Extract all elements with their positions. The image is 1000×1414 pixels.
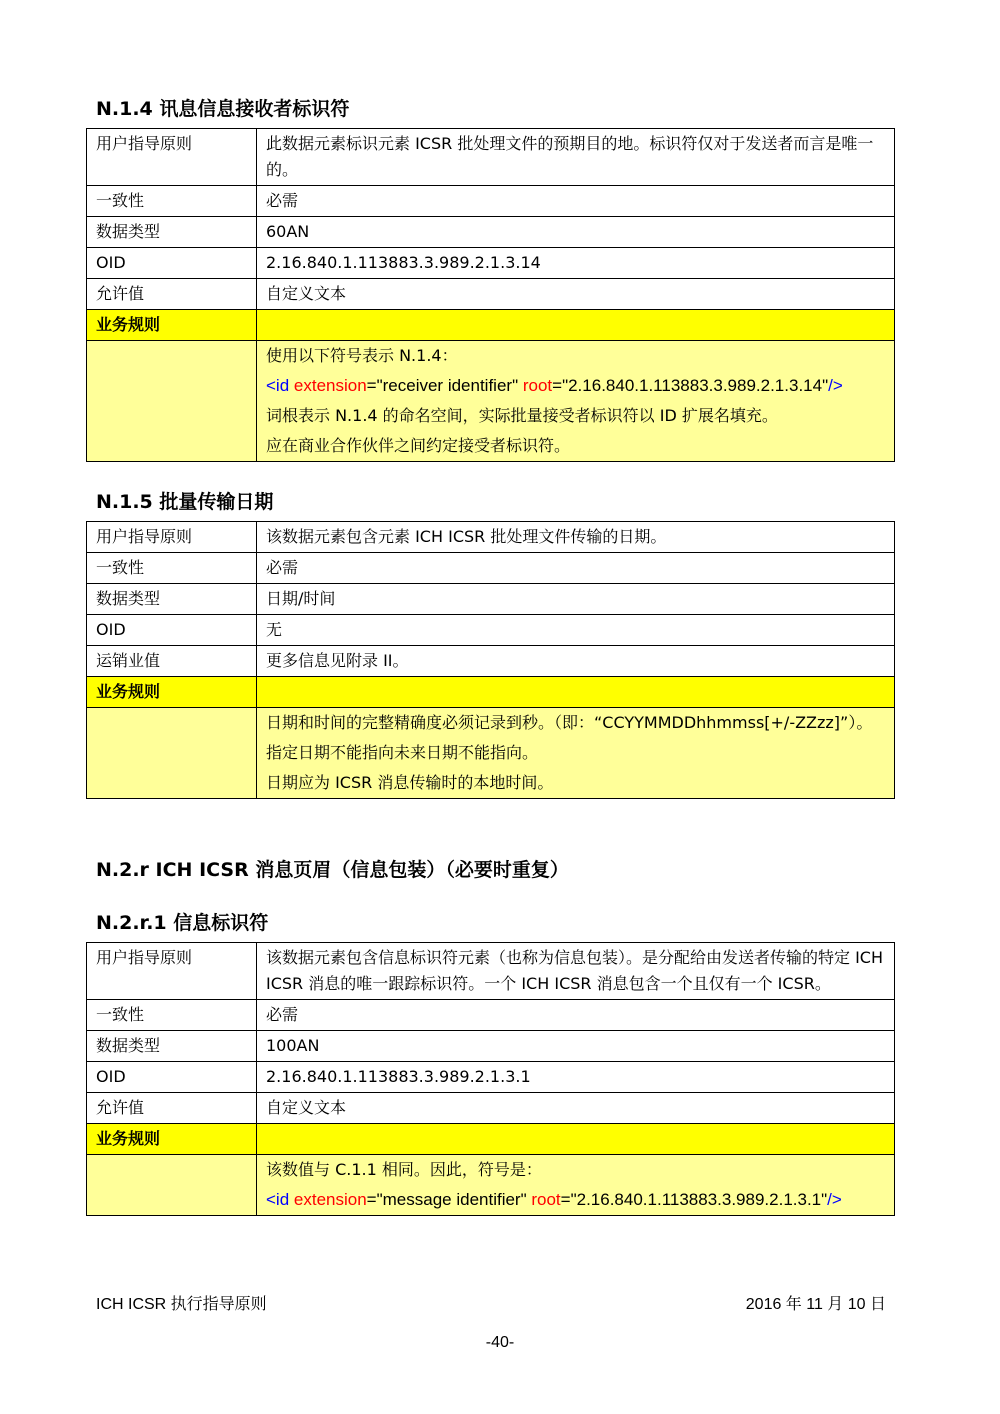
value-cell: 该数据元素包含信息标识符元素（也称为信息包装）。是分配给由发送者传输的特定 ICH ICSR 消息的唯一跟踪标识符。一个 ICH ICSR 消息包含一个且仅有一个 ICSR。: [257, 943, 895, 1000]
row-business-rules-header: [87, 310, 895, 341]
row-data-type: [87, 217, 895, 248]
note-line: 词根表示 N.1.4 的命名空间，实际批量接受者标识符以 ID 扩展名填充。: [266, 406, 778, 425]
value-cell: 自定义文本: [257, 1093, 895, 1124]
row-allowed-values: [87, 279, 895, 310]
code-attr-extension: extension: [293, 1190, 367, 1209]
row-business-rules-notes: [87, 708, 895, 799]
code-attr-root: root: [522, 376, 553, 395]
footer-date: 2016 年 11 月 10 日: [745, 1296, 886, 1313]
empty-cell: [87, 708, 257, 799]
code-snippet: [266, 1187, 886, 1213]
label-cell: 一致性: [87, 553, 257, 584]
label-cell: 数据类型: [87, 584, 257, 615]
value-cell: 必需: [257, 1000, 895, 1031]
row-oid: [87, 248, 895, 279]
code-tag-open: <id: [266, 376, 294, 395]
code-value-extension: ="receiver identifier": [366, 376, 523, 395]
code-attr-extension: extension: [293, 376, 367, 395]
notes-cell: [257, 708, 895, 799]
row-user-guidance: [87, 943, 895, 1000]
value-cell: 自定义文本: [257, 279, 895, 310]
section-title-n-2-r: N.2.r ICH ICSR 消息页眉（信息包装）（必要时重复）: [96, 859, 569, 881]
note-line: 指定日期不能指向未来日期不能指向。: [266, 743, 539, 762]
empty-cell: [257, 677, 895, 708]
value-cell: 60AN: [257, 217, 895, 248]
label-cell: 允许值: [87, 1093, 257, 1124]
row-oid: [87, 1062, 895, 1093]
value-cell: 必需: [257, 186, 895, 217]
value-cell: 必需: [257, 553, 895, 584]
footer-document-title: ICH ICSR 执行指导原则: [96, 1296, 267, 1313]
row-data-type: [87, 1031, 895, 1062]
section-title-n-2-r-1: N.2.r.1 信息标识符: [96, 912, 269, 934]
label-cell: 一致性: [87, 186, 257, 217]
spec-table-n-1-4: [86, 128, 895, 462]
row-allowed-values: [87, 1093, 895, 1124]
value-cell: 更多信息见附录 II。: [257, 646, 895, 677]
label-cell: 用户指导原则: [87, 943, 257, 1000]
row-business-rules-header: [87, 677, 895, 708]
row-allowed-values: [87, 646, 895, 677]
label-cell: 数据类型: [87, 1031, 257, 1062]
code-value-root: ="2.16.840.1.113883.3.989.2.1.3.14": [552, 376, 829, 395]
code-attr-root: root: [531, 1190, 561, 1209]
value-cell: 100AN: [257, 1031, 895, 1062]
row-conformance: [87, 1000, 895, 1031]
label-cell: 业务规则: [87, 310, 257, 341]
code-tag-open: <id: [266, 1190, 294, 1209]
code-value-root: ="2.16.840.1.113883.3.989.2.1.3.1": [560, 1190, 828, 1209]
code-tag-close: />: [828, 376, 843, 395]
section-title-n-1-5: N.1.5 批量传输日期: [96, 491, 274, 513]
label-cell: 数据类型: [87, 217, 257, 248]
note-line: 该数值与 C.1.1 相同。因此，符号是：: [266, 1160, 542, 1179]
label-cell: 业务规则: [87, 677, 257, 708]
note-line: 日期应为 ICSR 消息传输时的本地时间。: [266, 773, 554, 792]
label-cell: OID: [87, 615, 257, 646]
code-tag-close: />: [827, 1190, 842, 1209]
label-cell: 运销业值: [87, 646, 257, 677]
value-cell: 无: [257, 615, 895, 646]
label-cell: OID: [87, 248, 257, 279]
spec-table-n-2-r-1: [86, 942, 895, 1216]
row-oid: [87, 615, 895, 646]
label-cell: 允许值: [87, 279, 257, 310]
notes-cell: [257, 341, 895, 462]
row-business-rules-notes: [87, 341, 895, 462]
note-line: 应在商业合作伙伴之间约定接受者标识符。: [266, 436, 571, 455]
row-conformance: [87, 553, 895, 584]
empty-cell: [257, 310, 895, 341]
note-line: 日期和时间的完整精确度必须记录到秒。（即：“CCYYMMDDhhmmss[+/-ZZzz]”）。: [266, 713, 873, 732]
value-cell: 日期/时间: [257, 584, 895, 615]
value-cell: 该数据元素包含元素 ICH ICSR 批处理文件传输的日期。: [257, 522, 895, 553]
label-cell: 用户指导原则: [87, 129, 257, 186]
label-cell: OID: [87, 1062, 257, 1093]
empty-cell: [87, 1155, 257, 1216]
row-user-guidance: [87, 129, 895, 186]
notes-cell: [257, 1155, 895, 1216]
value-cell: 此数据元素标识元素 ICSR 批处理文件的预期目的地。标识符仅对于发送者而言是唯一的。: [257, 129, 895, 186]
section-title-n-1-4: N.1.4 讯息信息接收者标识符: [96, 98, 350, 120]
page-number: -40-: [485, 1334, 515, 1351]
empty-cell: [257, 1124, 895, 1155]
label-cell: 用户指导原则: [87, 522, 257, 553]
row-data-type: [87, 584, 895, 615]
empty-cell: [87, 341, 257, 462]
code-value-extension: ="message identifier": [366, 1190, 532, 1209]
row-user-guidance: [87, 522, 895, 553]
spec-table-n-1-5: [86, 521, 895, 799]
label-cell: 业务规则: [87, 1124, 257, 1155]
label-cell: 一致性: [87, 1000, 257, 1031]
value-cell: 2.16.840.1.113883.3.989.2.1.3.14: [257, 248, 895, 279]
row-conformance: [87, 186, 895, 217]
row-business-rules-header: [87, 1124, 895, 1155]
code-snippet: [266, 373, 886, 399]
note-line: 使用以下符号表示 N.1.4：: [266, 346, 458, 365]
row-business-rules-notes: [87, 1155, 895, 1216]
value-cell: 2.16.840.1.113883.3.989.2.1.3.1: [257, 1062, 895, 1093]
